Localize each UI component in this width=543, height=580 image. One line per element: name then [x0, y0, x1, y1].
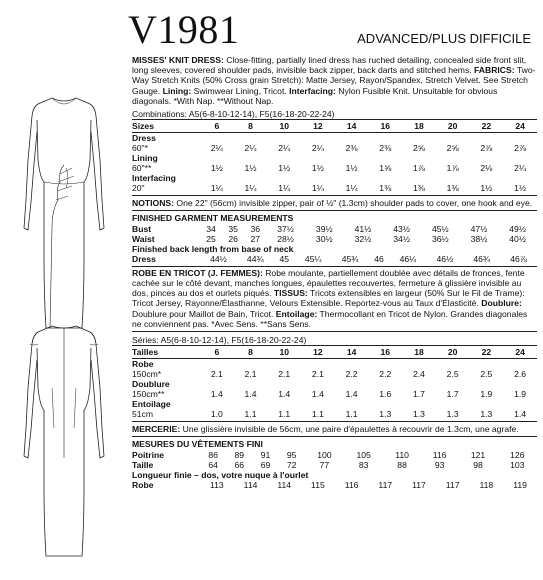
table-row [132, 389, 537, 399]
table-row [132, 234, 537, 244]
table-cell: 2.6 [514, 369, 527, 380]
table-cell: 89 [234, 449, 245, 460]
table-cell: 1.0 [210, 409, 223, 420]
table-cell [301, 379, 335, 389]
table-cell: 1.1 [311, 409, 324, 420]
table-cell: 34 [206, 223, 216, 234]
table-cell [200, 153, 234, 163]
table-row [132, 254, 537, 264]
text-run: Interfacing: [289, 85, 336, 96]
table-cell: 2⅝ [446, 143, 459, 154]
table-cell: 116 [432, 449, 447, 460]
table-cell: 1⅜ [379, 183, 392, 194]
table-cell: Doublure [132, 379, 170, 390]
table-cell: 1½ [278, 163, 291, 174]
table-cell: 69 [260, 459, 271, 470]
table-cell [301, 173, 335, 183]
table-cell: 93 [434, 459, 445, 470]
table-cell: 1.6 [379, 389, 392, 400]
notions [132, 198, 537, 208]
table-cell: 34½ [393, 233, 410, 244]
table-cell: 2.1 [210, 369, 223, 380]
table-cell: 1¼ [244, 183, 257, 194]
table-cell [436, 153, 470, 163]
table-cell: 37½ [277, 223, 294, 234]
table-cell: 1⅞ [412, 163, 425, 174]
table-cell: 114 [243, 479, 258, 490]
table-cell: 100 [317, 449, 332, 460]
table-cell [402, 153, 436, 163]
table-cell [503, 359, 537, 370]
table-cell: 1¼ [311, 183, 324, 194]
table-cell: 39½ [315, 223, 333, 234]
table-cell [436, 173, 470, 183]
table-cell: 18 [402, 346, 436, 359]
table-cell: 16 [368, 120, 402, 133]
table-header-row [132, 346, 537, 359]
table-cell: 1.4 [311, 389, 324, 400]
table-row [132, 460, 537, 470]
table-cell: 36 [250, 223, 261, 234]
table-cell: 2.5 [480, 369, 493, 380]
pattern-number: V1981 [128, 7, 240, 52]
sketches [0, 60, 128, 580]
table-cell [503, 153, 537, 163]
table-cell: 1¼ [278, 183, 291, 194]
table-cell: 46⅞ [510, 253, 527, 264]
table-cell [470, 173, 504, 183]
table-cell: 2¼ [244, 143, 257, 154]
english-yardage-table [132, 119, 537, 193]
table-row [132, 359, 537, 370]
table-cell: 117 [412, 479, 426, 490]
french-yardage-table [132, 345, 537, 419]
table-cell: 24 [503, 346, 537, 359]
table-cell: 2⅞ [514, 143, 527, 154]
table-cell [267, 173, 301, 183]
table-cell: Entoilage [132, 399, 171, 410]
table-cell: Sizes [132, 120, 200, 133]
table-cell: 2⅜ [345, 143, 358, 154]
table-cell: 2.1 [278, 369, 291, 380]
table-cell: 51cm [132, 409, 154, 420]
table-cell: Poitrine [132, 449, 164, 460]
english-finished-table [132, 224, 537, 244]
text-run: Robe moulante, partiellement doublée avec détails de fronces, fente cachée sur le côté devant, manches longues, épaulettes recouvertes, fermeture à glissière invisible au dos, pinces au dos et ourlets piqués. [132, 267, 525, 299]
table-cell [368, 133, 402, 144]
table-cell: 46½ [436, 253, 454, 264]
table-cell: 46¼ [399, 253, 417, 264]
table-cell: 1.9 [480, 389, 493, 400]
text-run: Lining: [162, 85, 192, 96]
table-cell [436, 133, 470, 144]
table-cell: Robe [132, 359, 154, 370]
table-cell [402, 359, 436, 370]
table-cell [470, 359, 504, 370]
table-cell: 119 [513, 479, 527, 490]
table-cell: 2⅜ [379, 143, 392, 154]
table-cell: 20 [436, 346, 470, 359]
table-cell: 1½ [210, 163, 223, 174]
table-cell: 1.4 [244, 389, 257, 400]
table-cell [335, 379, 369, 389]
table-cell: 2¼ [311, 143, 324, 154]
table-row [132, 153, 537, 163]
table-cell [335, 173, 369, 183]
table-cell: 46 [374, 253, 384, 264]
french-back-length-title: Longueur finie – dos, votre nuque à l'ourlet [132, 469, 309, 480]
table-cell: 12 [301, 120, 335, 133]
table-cell: Waist [132, 233, 155, 244]
table-cell [200, 399, 234, 409]
table-cell [267, 399, 301, 409]
table-cell: 2¼ [514, 163, 527, 174]
french-description [132, 268, 537, 329]
mercerie [132, 424, 537, 434]
table-cell: 6 [200, 346, 234, 359]
table-cell: 40½ [509, 233, 527, 244]
table-cell [234, 133, 268, 144]
table-cell: 2.5 [446, 369, 459, 380]
finished-measurements-title: FINISHED GARMENT MEASUREMENTS [132, 213, 294, 224]
text-run: TISSUS: [273, 288, 308, 299]
table-cell: 66 [234, 459, 245, 470]
table-cell: 36½ [431, 233, 449, 244]
table-cell: 45¾ [341, 253, 359, 264]
table-cell: 118 [479, 479, 494, 490]
table-row [132, 399, 537, 409]
table-cell: 1.3 [446, 409, 459, 420]
table-row [132, 409, 537, 419]
table-cell: 2.1 [311, 369, 324, 380]
table-cell [301, 399, 335, 409]
english-description [132, 55, 537, 106]
table-cell: 95 [286, 449, 297, 460]
table-cell: 64 [208, 459, 218, 470]
back-length-title: Finished back length from base of neck [132, 243, 294, 254]
table-cell [234, 359, 268, 370]
table-cell: 115 [311, 479, 325, 490]
table-cell: 26 [228, 233, 238, 244]
table-cell: 1½ [311, 163, 324, 174]
table-cell: 1½ [345, 163, 358, 174]
table-cell [503, 399, 537, 409]
table-cell: 83 [358, 459, 369, 470]
table-cell [200, 173, 234, 183]
table-cell: 103 [510, 459, 525, 470]
table-cell [234, 153, 268, 163]
difficulty-label: ADVANCED/PLUS DIFFICILE [357, 31, 531, 46]
text-run: Tricots extensibles en largeur (50% Sur le Fil de Trame): Tricot Jersey, Rayonne/Élasthanne, Velours Extensible. Reportez-vous au Taux d'Élasticité. [132, 288, 525, 309]
text-run: NOTIONS: [132, 198, 175, 209]
table-cell [402, 399, 436, 409]
table-cell [470, 153, 504, 163]
table-cell: 8 [234, 120, 268, 133]
table-cell: 60"* [132, 143, 148, 154]
table-cell [368, 359, 402, 370]
table-cell: 6 [200, 120, 234, 133]
table-cell: 38½ [470, 233, 488, 244]
table-row [132, 450, 537, 460]
text-run: MISSES' KNIT DRESS: [132, 55, 224, 65]
table-cell: 35 [228, 223, 238, 234]
table-cell: 14 [335, 346, 369, 359]
table-cell: 2⅞ [480, 143, 493, 154]
text-run: Nylon Fusible Knit. Unsuitable for obvious diagonals. *With Nap. **Without Nap. [132, 85, 498, 106]
table-cell: 45¼ [304, 253, 322, 264]
table-cell: 1.4 [210, 389, 223, 400]
table-cell [402, 173, 436, 183]
table-row [132, 183, 537, 193]
table-cell: Dress [132, 133, 156, 144]
table-cell [234, 379, 268, 389]
table-cell [301, 359, 335, 370]
table-cell [470, 399, 504, 409]
text-run: Doublure: [481, 298, 522, 309]
pattern-info [132, 55, 537, 490]
table-cell [436, 379, 470, 389]
table-cell: 98 [473, 459, 483, 470]
table-cell: 1.4 [345, 389, 358, 400]
table-cell [234, 173, 268, 183]
table-cell: 1.7 [412, 389, 425, 400]
table-cell: 114 [277, 479, 292, 490]
table-row [132, 143, 537, 153]
table-cell: 110 [395, 449, 409, 460]
table-cell: Robe [132, 479, 154, 490]
text-run: Thermocollant en Tricot de Nylon. Grandes diagonales ne conviennent pas. *Avec Sens. **Sans Sens. [132, 308, 528, 329]
table-cell: 1.3 [480, 409, 493, 420]
table-cell: Interfacing [132, 173, 176, 184]
table-cell: 1¼ [210, 183, 223, 194]
table-cell: 1.1 [278, 409, 291, 420]
text-run: Swimwear Lining, Tricot. [191, 85, 290, 96]
table-cell: 14 [335, 120, 369, 133]
table-cell [470, 133, 504, 144]
table-cell: 46¾ [473, 253, 491, 264]
table-row [132, 163, 537, 173]
table-cell [368, 173, 402, 183]
table-cell: Bust [132, 223, 152, 234]
table-cell: 2.2 [345, 369, 358, 380]
table-cell: 47½ [470, 223, 488, 234]
table-cell: 2¼ [278, 143, 291, 154]
table-cell: 1.1 [345, 409, 358, 420]
table-cell: 16 [368, 346, 402, 359]
table-cell: 1½ [480, 183, 493, 194]
table-cell: 1.9 [514, 389, 527, 400]
text-run: FABRICS: [474, 65, 515, 76]
table-cell: 1⅝ [379, 163, 392, 174]
french-finished-table [132, 450, 537, 470]
text-run: Une glissière invisible de 56cm, une paire d'épaulettes à recouvrir de 1.3cm, une agrafe. [180, 424, 519, 435]
table-cell: 41½ [354, 223, 372, 234]
table-cell: 60"** [132, 163, 152, 174]
table-cell: Lining [132, 153, 158, 164]
table-row [132, 133, 537, 144]
english-back-length-table [132, 254, 537, 264]
table-cell: 30½ [315, 233, 333, 244]
table-cell [402, 379, 436, 389]
table-cell: 126 [510, 449, 525, 460]
table-cell: 22 [470, 120, 504, 133]
table-cell: 24 [503, 120, 537, 133]
table-cell: 2.4 [412, 369, 425, 380]
table-cell: 1.4 [278, 389, 291, 400]
table-cell: 2⅛ [480, 163, 493, 174]
table-cell [267, 133, 301, 144]
table-cell [301, 133, 335, 144]
table-cell: 10 [267, 346, 301, 359]
dress-front-sketch-icon [24, 98, 104, 328]
dress-back-sketch-icon [24, 326, 104, 556]
table-cell [503, 379, 537, 389]
text-run: Two-Way Stretch Knits (50% Cross grain Stretch): Matte Jersey, Rayon/Spandex, Stretch Velvet. See Stretch Gauge. [132, 65, 536, 96]
table-cell: 1½ [244, 163, 257, 174]
table-cell: 77 [319, 459, 330, 470]
table-cell [503, 133, 537, 144]
table-cell: 18 [402, 120, 436, 133]
table-cell [335, 153, 369, 163]
table-cell: 1⅜ [412, 183, 425, 194]
table-cell [267, 359, 301, 370]
french-back-length-table [132, 480, 537, 490]
table-cell: 150cm* [132, 369, 162, 380]
text-run: ROBE EN TRICOT (J. FEMMES): [132, 267, 263, 278]
table-row [132, 369, 537, 379]
table-cell: Tailles [132, 346, 200, 359]
table-cell: 1⅞ [446, 163, 459, 174]
table-cell: 8 [234, 346, 268, 359]
table-cell: 20 [436, 120, 470, 133]
table-row [132, 224, 537, 234]
table-cell: 20" [132, 183, 145, 194]
table-row [132, 173, 537, 183]
table-cell [402, 133, 436, 144]
table-cell: 2.2 [379, 369, 392, 380]
text-run: Entoilage: [275, 308, 318, 319]
table-cell [335, 359, 369, 370]
table-cell: 121 [470, 449, 486, 460]
table-cell: 113 [209, 479, 224, 490]
text-run: Close-fitting, partially lined dress has ruched detailing, concealed side front slit, long sleeves, covered shoulder pads, invisible back zipper, back darts and stitched hems. [132, 55, 527, 76]
table-cell [368, 153, 402, 163]
table-cell [436, 399, 470, 409]
combinations: Combinations: A5(6-8-10-12-14), F5(16-18-20-22-24) [132, 109, 335, 120]
table-cell: 1.4 [514, 409, 527, 420]
table-cell: 43½ [393, 223, 410, 234]
text-run: MERCERIE: [132, 424, 181, 435]
table-cell: 28½ [277, 233, 294, 244]
table-cell: 27 [250, 233, 261, 244]
table-cell [470, 379, 504, 389]
table-cell: 45½ [431, 223, 449, 234]
table-cell: 1¼ [345, 183, 358, 194]
table-cell: 72 [286, 459, 297, 470]
table-cell [335, 133, 369, 144]
table-cell [200, 133, 234, 144]
table-cell: 1⅜ [446, 183, 459, 194]
table-cell: 44½ [210, 253, 227, 264]
table-cell [234, 399, 268, 409]
text-run: Doublure pour Maillot de Bain, Tricot. [132, 308, 276, 319]
table-cell: 44¾ [246, 253, 264, 264]
table-row [132, 480, 537, 490]
table-cell [200, 379, 234, 389]
table-cell: 1.3 [412, 409, 425, 420]
table-cell [368, 379, 402, 389]
table-cell: 12 [301, 346, 335, 359]
table-cell: 105 [356, 449, 371, 460]
table-cell: 2¼ [210, 143, 223, 154]
table-cell: 32½ [354, 233, 372, 244]
table-cell: 1½ [514, 183, 527, 194]
table-cell [267, 153, 301, 163]
table-row [132, 379, 537, 389]
table-cell: 117 [445, 479, 460, 490]
table-cell: 116 [344, 479, 359, 490]
series: Séries: A5(6-8-10-12-14), F5(16-18-20-22-24) [132, 335, 307, 346]
table-cell: 91 [260, 449, 271, 460]
table-cell [436, 359, 470, 370]
table-cell: 45 [279, 253, 290, 264]
table-cell: 1.1 [244, 409, 257, 420]
table-cell: 1.7 [446, 389, 459, 400]
table-cell: 2⅝ [412, 143, 425, 154]
table-cell [200, 359, 234, 370]
table-header-row [132, 120, 537, 133]
table-cell [335, 399, 369, 409]
table-cell [503, 173, 537, 183]
table-cell: 10 [267, 120, 301, 133]
table-cell: 150cm** [132, 389, 165, 400]
french-finished-title: MESURES DU VÊTEMENTS FINI [132, 439, 263, 450]
table-cell [267, 379, 301, 389]
table-cell: 1.3 [379, 409, 392, 420]
table-cell: 117 [378, 479, 393, 490]
table-cell: 88 [397, 459, 407, 470]
table-cell: 49½ [509, 223, 527, 234]
table-cell: 25 [206, 233, 216, 244]
table-cell [301, 153, 335, 163]
table-cell: 2.1 [244, 369, 257, 380]
table-cell: 86 [208, 449, 218, 460]
table-cell: 22 [470, 346, 504, 359]
table-cell: Dress [132, 253, 156, 264]
table-cell: Taille [132, 459, 154, 470]
text-run: One 22" (56cm) invisible zipper, pair of ½" (1.3cm) shoulder pads to cover, one hook and eye. [174, 198, 533, 209]
table-cell [368, 399, 402, 409]
